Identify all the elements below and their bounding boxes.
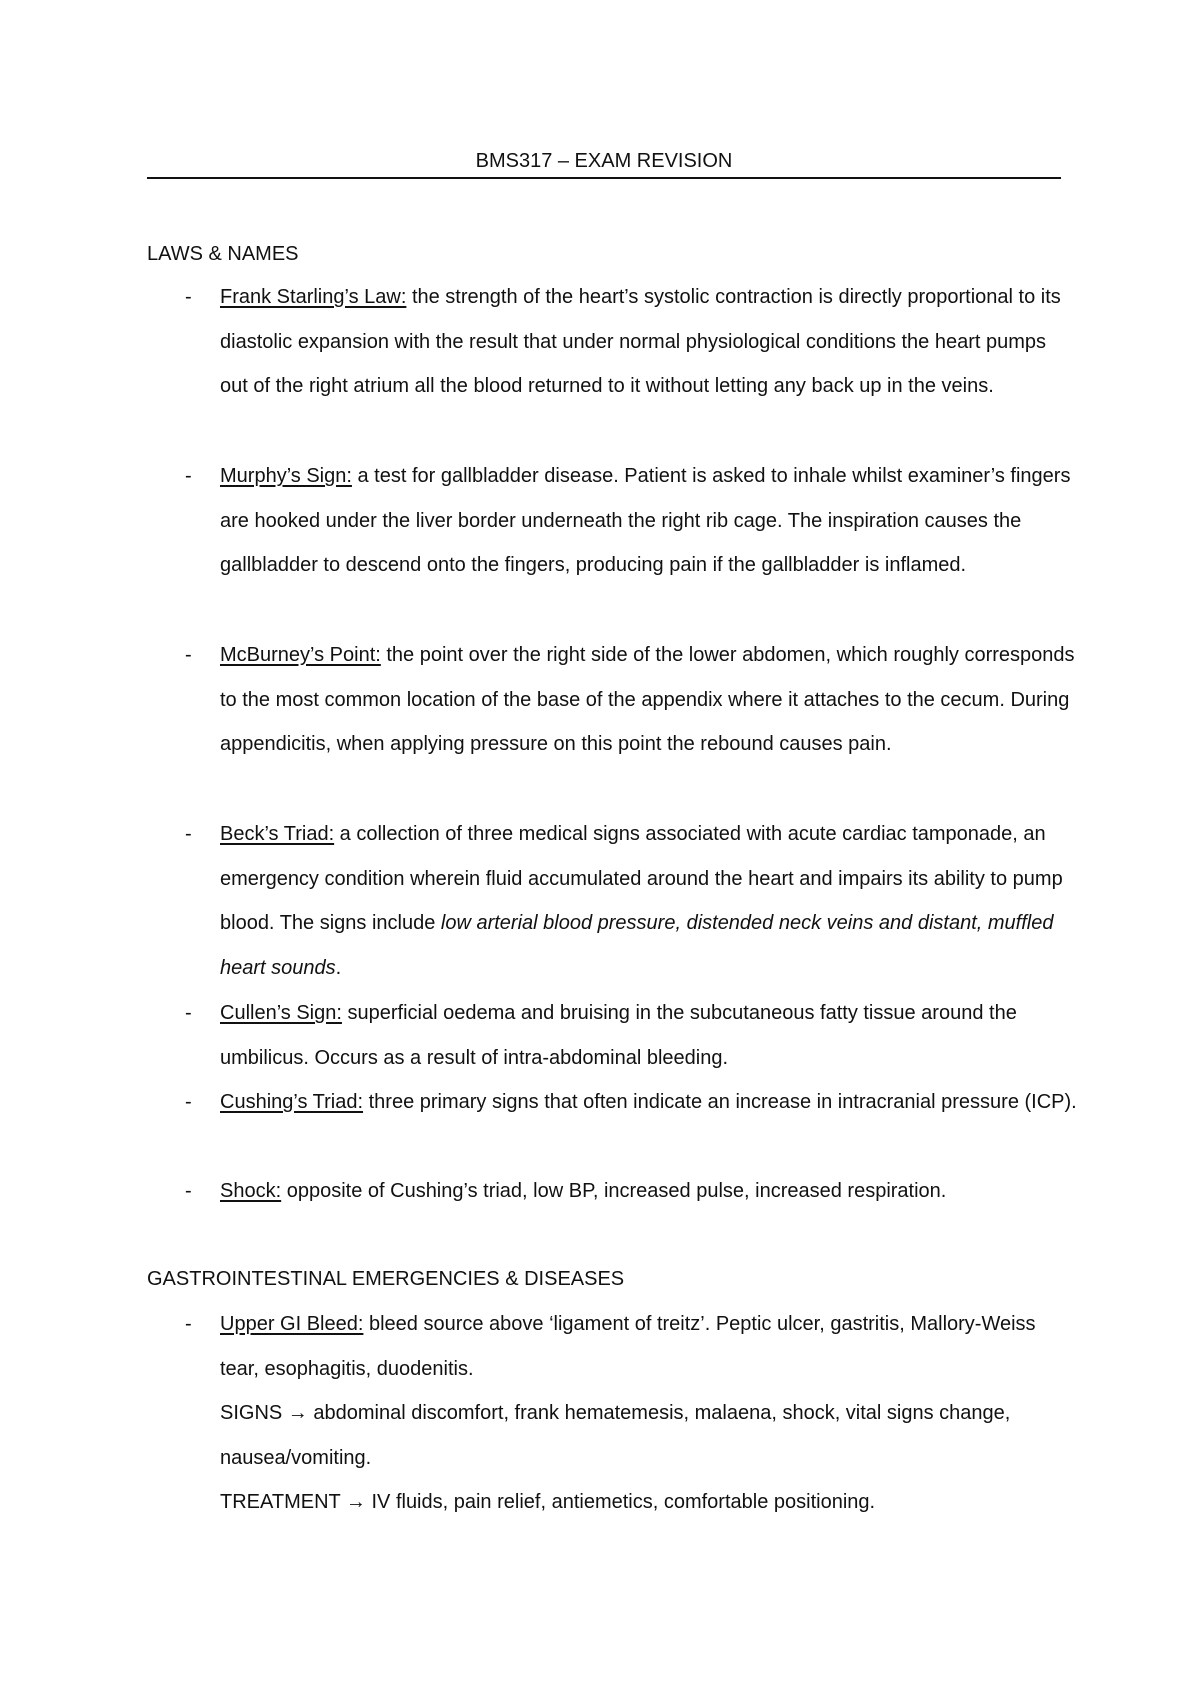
- term-definition: bleed source above ‘ligament of treitz’. Peptic ulcer, gastritis, Mallory-Weiss tear, esophagitis, duodenitis.: [220, 1313, 1036, 1380]
- section-heading-gastrointestinal: GASTROINTESTINAL EMERGENCIES & DISEASES: [147, 1268, 625, 1290]
- signs-italic: low arterial blood pressure, distended neck veins and distant, muffled heart sounds: [220, 912, 1054, 979]
- list-item-cullens-sign: [147, 991, 1077, 1080]
- list-item-mcburneys-point: [147, 633, 1077, 767]
- term-definition: a test for gallbladder disease. Patient is asked to inhale whilst examiner’s fingers are hooked under the liver border underneath the right rib cage. The inspiration causes the gallbladder to descend onto the fingers, producing pain if the gallbladder is inflamed.: [220, 465, 1071, 577]
- term-label: Beck’s Triad:: [220, 823, 335, 845]
- term-definition: the strength of the heart’s systolic contraction is directly proportional to its diastolic expansion with the result that under normal physiological conditions the heart pumps out of the right atrium all the blood returned to it without letting any back up in the veins.: [220, 286, 1061, 398]
- list-item-cushings-triad: [147, 1080, 1077, 1125]
- bullet-dash: -: [185, 286, 192, 308]
- term-definition: superficial oedema and bruising in the subcutaneous fatty tissue around the umbilicus. Occurs as a result of intra-abdominal bleeding.: [220, 1002, 1017, 1069]
- bullet-dash: -: [185, 644, 192, 666]
- term-definition: the point over the right side of the lower abdomen, which roughly corresponds to the most common location of the base of the appendix where it attaches to the cecum. During appendicitis, when applying pressure on this point the rebound causes pain.: [220, 644, 1075, 756]
- term-definition: opposite of Cushing’s triad, low BP, increased pulse, increased respiration.: [281, 1180, 947, 1202]
- section-heading-laws: LAWS & NAMES: [147, 243, 299, 265]
- bullet-dash: -: [185, 1313, 192, 1335]
- page-title: BMS317 – EXAM REVISION: [475, 150, 733, 172]
- term-label: Cullen’s Sign:: [220, 1002, 342, 1024]
- term-label: Cushing’s Triad:: [220, 1091, 364, 1113]
- term-label: Shock:: [220, 1180, 282, 1202]
- list-item-shock: [147, 1169, 1077, 1214]
- bullet-dash: -: [185, 465, 192, 487]
- bullet-dash: -: [185, 1091, 192, 1113]
- term-definition: three primary signs that often indicate an increase in intracranial pressure (ICP).: [363, 1091, 1077, 1113]
- bullet-dash: -: [185, 823, 192, 845]
- bullet-dash: -: [185, 1002, 192, 1024]
- bullet-dash: -: [185, 1180, 192, 1202]
- list-item-upper-gi-bleed: [147, 1302, 1077, 1525]
- term-label: Frank Starling’s Law:: [220, 286, 407, 308]
- term-label: McBurney’s Point:: [220, 644, 381, 666]
- list-item-frank-starling: [147, 275, 1077, 409]
- signs-line: SIGNS → abdominal discomfort, frank hematemesis, malaena, shock, vital signs change, nausea/vomiting.: [220, 1402, 1011, 1469]
- term-label: Murphy’s Sign:: [220, 465, 352, 487]
- term-label: Upper GI Bleed:: [220, 1313, 364, 1335]
- term-definition: a collection of three medical signs associated with acute cardiac tamponade, an emergency condition wherein fluid accumulated around the heart and impairs its ability to pump blood. The signs include: [220, 823, 1063, 935]
- list-item-murphys-sign: [147, 454, 1077, 588]
- definition-tail: .: [335, 956, 342, 979]
- treatment-line: TREATMENT → IV fluids, pain relief, antiemetics, comfortable positioning.: [220, 1491, 876, 1514]
- list-item-becks-triad: [147, 812, 1077, 990]
- title-divider: [147, 177, 1061, 179]
